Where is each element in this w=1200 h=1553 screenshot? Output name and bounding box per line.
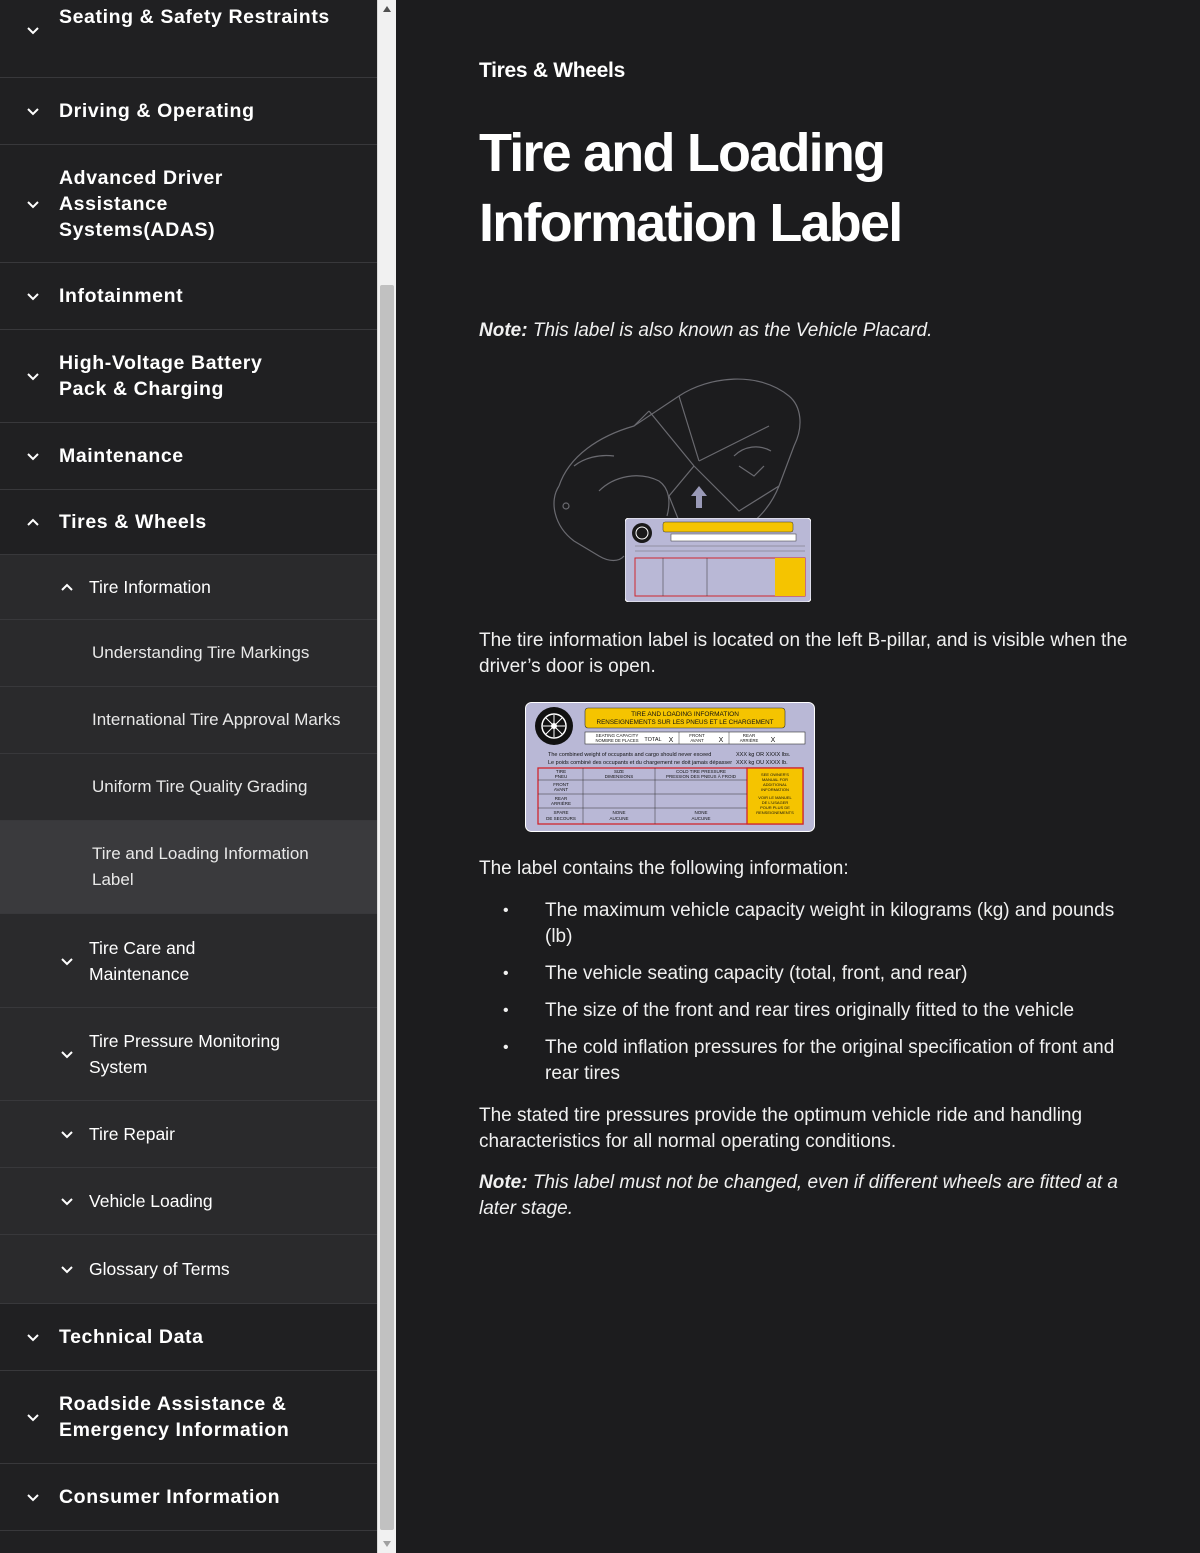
placard-rear: REAR [742, 733, 756, 738]
sidebar-item-label: Maintenance [59, 445, 184, 467]
placard-total: TOTAL [644, 737, 662, 743]
chevron-down-icon [59, 1046, 75, 1062]
sidebar-item-label: Tire Care and Maintenance [89, 937, 196, 984]
note-placard [479, 318, 1139, 344]
placard-see-manual-0: SEE OWNER'S [761, 772, 789, 777]
chevron-down-icon [25, 368, 41, 384]
sidebar-item-consumer-information[interactable] [0, 1464, 377, 1531]
list-item: • The vehicle seating capacity (total, front, and rear) [479, 961, 1139, 987]
label-location-text: The tire information label is located on the left B-pillar, and is visible when the driver’s door is open. [479, 630, 1128, 677]
sidebar-item-label: Uniform Tire Quality Grading [92, 777, 308, 796]
chevron-down-icon [25, 196, 41, 212]
sidebar-item-understanding-tire-markings[interactable] [0, 620, 377, 687]
placard-tire-fr: PNEU [554, 774, 568, 779]
chevron-up-icon [25, 514, 41, 530]
sidebar-item-tire-information[interactable] [0, 555, 377, 620]
tire-pressures-text: The stated tire pressures provide the optimum vehicle ride and handling characteristics for all normal operating conditions. [479, 1105, 1083, 1152]
sidebar-item-international-approval-marks[interactable] [0, 687, 377, 754]
placard-rear-row: REAR [554, 796, 568, 801]
placard-weight-fr: Le poids combiné des occupants et du chargement ne doit jamais dépasser [548, 760, 733, 766]
placard-voir-manual-1: DE L'USAGER [761, 800, 789, 805]
list-item: • The maximum vehicle capacity weight in kilograms (kg) and pounds (lb) [479, 898, 1139, 950]
sidebar-item-label: Seating & Safety Restraints [59, 6, 330, 28]
sidebar-item-label: Technical Data [59, 1326, 204, 1348]
placard-none-size-fr: AUCUNE [609, 816, 629, 821]
chevron-down-icon [25, 1489, 41, 1505]
placard-see-manual-1: MANUAL FOR [761, 777, 789, 782]
sidebar-item-label: High-Voltage Battery Pack & Charging [59, 352, 263, 400]
placard-front-row-fr: AVANT [553, 787, 569, 792]
sidebar-nav [0, 0, 377, 1553]
sidebar-item-seating-safety[interactable] [0, 0, 377, 78]
car-b-pillar-illustration [539, 366, 819, 606]
sidebar-item-label: Tire and Loading Information Label [92, 844, 309, 889]
placard-rear-fr: ARRIÈRE [739, 738, 759, 743]
placard-x-total: X [668, 737, 674, 744]
chevron-down-icon [59, 1193, 75, 1209]
chevron-down-icon [25, 448, 41, 464]
label-info-list [479, 898, 1139, 1087]
chevron-down-icon [25, 22, 41, 38]
placard-spare-fr: DE SECOURS [546, 816, 576, 821]
placard-size: SIZE [613, 769, 625, 774]
list-item: • The cold inflation pressures for the original specification of front and rear tires [479, 1035, 1139, 1087]
chevron-down-icon [59, 953, 75, 969]
scroll-down-arrow-icon[interactable] [378, 1535, 396, 1553]
chevron-down-icon [59, 1261, 75, 1277]
placard-front-row: FRONT [553, 782, 569, 787]
sidebar-item-label: Advanced Driver Assistance Systems(ADAS) [59, 166, 223, 241]
sidebar-item-label: Consumer Information [59, 1486, 281, 1508]
scroll-up-arrow-icon[interactable] [378, 0, 396, 18]
sidebar-item-label: Roadside Assistance & Emergency Information [59, 1393, 290, 1441]
placard-none-size: NONE [612, 810, 626, 815]
sidebar-item-hv-battery[interactable] [0, 330, 377, 423]
chevron-up-icon [59, 579, 75, 595]
placard-voir-manual-3: RENSEIGNEMENTS [756, 810, 794, 815]
placard-seating-fr: NOMBRE DE PLACES [595, 738, 639, 743]
placard-kg-lbs: XXX kg OR XXXX lbs. [736, 752, 791, 758]
sidebar-item-tire-care[interactable] [0, 914, 377, 1008]
sidebar-item-label: Driving & Operating [59, 100, 255, 122]
placard-tire: TIRE [555, 769, 567, 774]
placard-none-pressure-fr: AUCUNE [691, 816, 711, 821]
scrollbar-thumb[interactable] [380, 285, 394, 1530]
sidebar-item-tire-loading-label[interactable] [0, 821, 377, 914]
placard-voir-manual-2: POUR PLUS DE [760, 805, 790, 810]
placard-front: FRONT [689, 733, 705, 738]
sidebar-item-label: Tires & Wheels [59, 511, 207, 533]
chevron-down-icon [25, 288, 41, 304]
sidebar-item-infotainment[interactable] [0, 263, 377, 330]
note-text: This label must not be changed, even if different wheels are fitted at a later stage. [479, 1172, 1118, 1219]
page-title: Tire and Loading Information Label [479, 123, 902, 253]
chevron-down-icon [25, 1329, 41, 1345]
tire-icon [535, 707, 573, 745]
placard-weight-en: The combined weight of occupants and cargo should never exceed [548, 752, 712, 758]
sidebar-item-adas[interactable] [0, 145, 377, 263]
placard-spare: SPARE [553, 810, 569, 815]
placard-cold-pressure-fr: PRESSION DES PNEUS À FROID [665, 774, 737, 779]
placard-title-en: TIRE AND LOADING INFORMATION [631, 711, 739, 718]
sidebar-item-label: Understanding Tire Markings [92, 643, 310, 662]
placard-see-manual-3: INFORMATION [761, 787, 789, 792]
note-label: Note: [479, 1172, 528, 1193]
placard-front-fr: AVANT [690, 738, 704, 743]
list-item: • The size of the front and rear tires originally fitted to the vehicle [479, 998, 1139, 1024]
chevron-down-icon [59, 1126, 75, 1142]
note-text: This label is also known as the Vehicle Placard. [527, 320, 933, 341]
placard-x-rear: X [770, 737, 776, 744]
sidebar-item-maintenance[interactable] [0, 423, 377, 490]
placard-kg-lb-fr: XXX kg OU XXXX lb. [736, 760, 788, 766]
placard-seating-capacity: SEATING CAPACITY [595, 733, 639, 738]
placard-none-pressure: NONE [694, 810, 708, 815]
sidebar-item-driving-operating[interactable] [0, 78, 377, 145]
sidebar-item-uniform-tire-quality[interactable] [0, 754, 377, 821]
note-label: Note: [479, 320, 528, 341]
sidebar-scrollbar[interactable] [377, 0, 396, 1553]
sidebar-item-tire-repair[interactable] [0, 1101, 377, 1168]
sidebar-item-glossary[interactable] [0, 1235, 377, 1304]
sidebar-item-label: Vehicle Loading [89, 1191, 213, 1211]
sidebar-item-label: Tire Repair [89, 1124, 175, 1144]
chevron-down-icon [25, 1409, 41, 1425]
placard-see-manual-2: ADDITIONAL [762, 782, 788, 787]
breadcrumb[interactable]: Tires & Wheels [479, 59, 625, 82]
placard-title-fr: RENSEIGNEMENTS SUR LES PNEUS ET LE CHARGEMENT [596, 719, 774, 726]
sidebar-item-label: International Tire Approval Marks [92, 710, 341, 729]
sidebar-item-tpms[interactable] [0, 1008, 377, 1101]
sidebar-item-label: Tire Pressure Monitoring System [89, 1031, 280, 1077]
sidebar-item-label: Infotainment [59, 285, 184, 307]
placard-x-front: X [718, 737, 724, 744]
placard-cold-pressure: COLD TIRE PRESSURE [676, 769, 726, 774]
sidebar-item-technical-data[interactable] [0, 1304, 377, 1371]
sidebar-item-roadside-assistance[interactable] [0, 1371, 377, 1464]
chevron-down-icon [25, 103, 41, 119]
note-not-changed [479, 1170, 1139, 1222]
sidebar-item-vehicle-loading[interactable] [0, 1168, 377, 1235]
sidebar-item-label: Tire Information [89, 577, 211, 597]
mini-placard-icon [625, 518, 811, 602]
placard-rear-row-fr: ARRIÈRE [550, 801, 572, 806]
label-contains-text: The label contains the following information: [479, 858, 849, 879]
sidebar-item-tires-wheels[interactable] [0, 490, 377, 555]
sidebar-item-label: Glossary of Terms [89, 1259, 230, 1279]
placard-size-fr: DIMENSIONS [604, 774, 634, 779]
tire-loading-placard [525, 702, 815, 832]
main-content [396, 0, 1200, 1553]
placard-voir-manual-0: VOIR LE MANUEL [758, 795, 792, 800]
